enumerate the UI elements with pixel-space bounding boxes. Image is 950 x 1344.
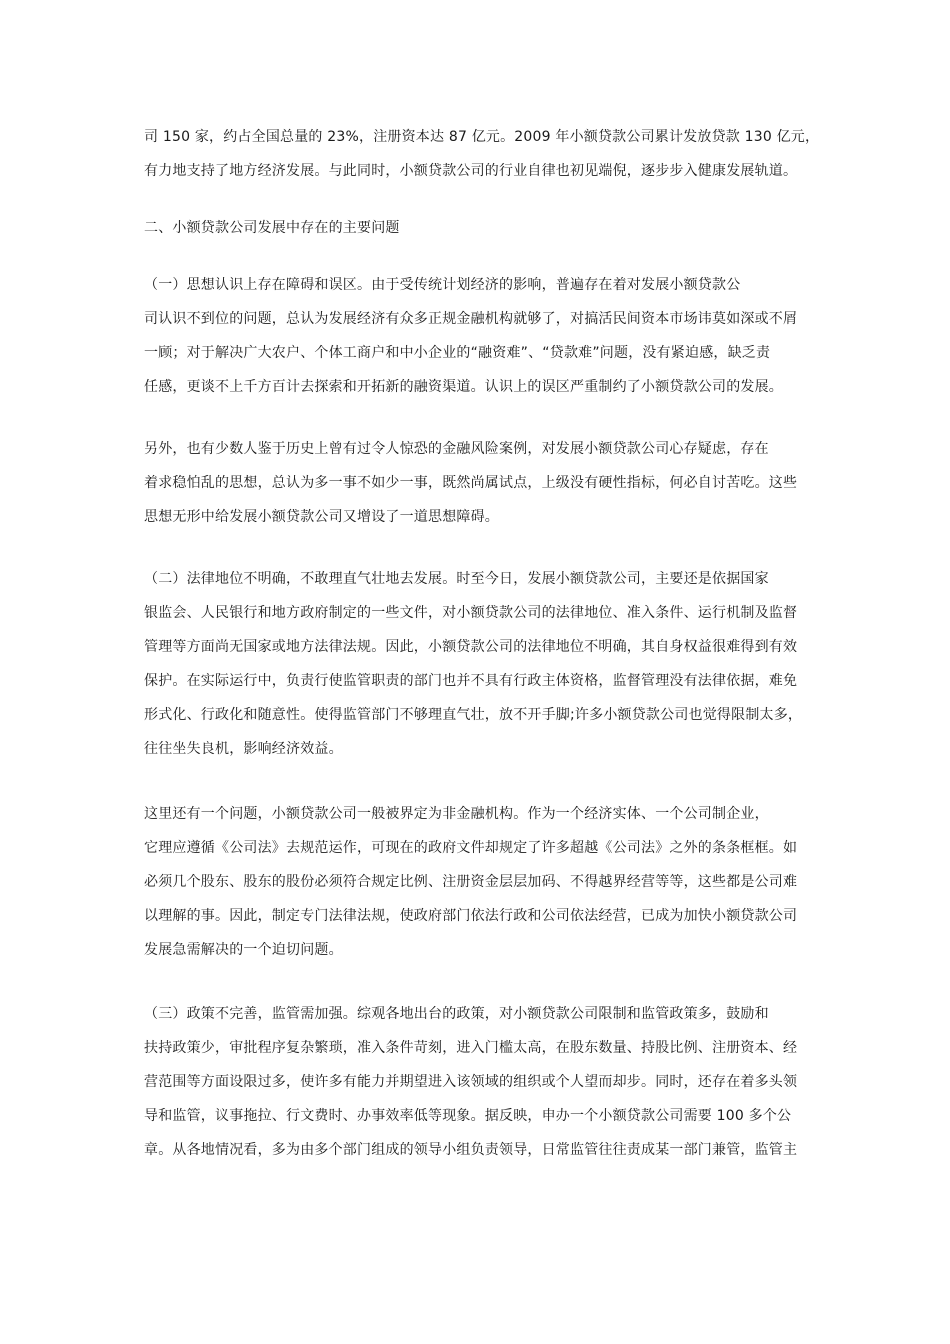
paragraph-1 <box>144 120 820 188</box>
text-line: 有力地支持了地方经济发展。与此同时，小额贷款公司的行业自律也初见端倪，逐步步入健康发展轨道。 <box>144 163 798 179</box>
text-line: 这里还有一个问题，小额贷款公司一般被界定为非金融机构。作为一个经济实体、一个公司制企业， <box>144 806 769 822</box>
text-line: 必须几个股东、股东的股份必须符合规定比例、注册资金层层加码、不得越界经营等等，这些都是公司难 <box>144 874 798 890</box>
text-line: 发展急需解决的一个迫切问题。 <box>144 942 343 958</box>
text-line: 以理解的事。因此，制定专门法律法规，使政府部门依法行政和公司依法经营，已成为加快小额贷款公司 <box>144 908 798 924</box>
text-line: 一顾；对于解决广大农户、个体工商户和中小企业的“融资难”、“贷款难”问题，没有紧迫感，缺乏责 <box>144 345 771 361</box>
text-line: 形式化、行政化和随意性。使得监管部门不够理直气壮，放不开手脚;许多小额贷款公司也觉得限制太多， <box>144 707 803 723</box>
text-line: 任感，更谈不上千方百计去探索和开拓新的融资渠道。认识上的误区严重制约了小额贷款公司的发展。 <box>144 379 783 395</box>
text-line: 营范围等方面设限过多，使许多有能力并期望进入该领域的组织或个人望而却步。同时，还存在着多头领 <box>144 1074 798 1090</box>
text-line: （三）政策不完善，监管需加强。综观各地出台的政策，对小额贷款公司限制和监管政策多，鼓励和 <box>144 1006 769 1022</box>
text-line: 司 150 家，约占全国总量的 23%，注册资本达 87 亿元。2009 年小额贷款公司累计发放贷款 130 亿元， <box>144 129 820 145</box>
paragraph-3 <box>144 268 808 404</box>
paragraph-4 <box>144 432 808 534</box>
text-line: 管理等方面尚无国家或地方法律法规。因此，小额贷款公司的法律地位不明确，其自身权益很难得到有效 <box>144 639 798 655</box>
text-line: 它理应遵循《公司法》去规范运作，可现在的政府文件却规定了许多超越《公司法》之外的条条框框。如 <box>144 840 798 856</box>
paragraph-6 <box>144 797 808 967</box>
text-line: 扶持政策少，审批程序复杂繁琐，准入条件苛刻，进入门槛太高，在股东数量、持股比例、注册资本、经 <box>144 1040 798 1056</box>
text-line: 银监会、人民银行和地方政府制定的一些文件，对小额贷款公司的法律地位、准入条件、运行机制及监督 <box>144 605 798 621</box>
text-line: 导和监管，议事拖拉、行文费时、办事效率低等现象。据反映，申办一个小额贷款公司需要 100 多个公 <box>144 1108 792 1124</box>
text-line: 另外，也有少数人鉴于历史上曾有过令人惊恐的金融风险案例，对发展小额贷款公司心存疑虑，存在 <box>144 441 769 457</box>
text-line: （一）思想认识上存在障碍和误区。由于受传统计划经济的影响，普遍存在着对发展小额贷款公 <box>144 277 741 293</box>
text-line: 着求稳怕乱的思想，总认为多一事不如少一事，既然尚属试点，上级没有硬性指标，何必自讨苦吃。这些 <box>144 475 798 491</box>
text-line: 司认识不到位的问题，总认为发展经济有众多正规金融机构就够了，对搞活民间资本市场讳莫如深或不屑 <box>144 311 798 327</box>
paragraph-7 <box>144 997 808 1167</box>
text-line: 思想无形中给发展小额贷款公司又增设了一道思想障碍。 <box>144 509 499 525</box>
text-line: （二）法律地位不明确，不敢理直气壮地去发展。时至今日，发展小额贷款公司，主要还是依据国家 <box>144 571 769 587</box>
paragraph-5 <box>144 562 808 766</box>
text-line: 保护。在实际运行中，负责行使监管职责的部门也并不具有行政主体资格，监督管理没有法律依据，难免 <box>144 673 798 689</box>
heading-text: 二、小额贷款公司发展中存在的主要问题 <box>144 220 400 236</box>
text-line: 往往坐失良机，影响经济效益。 <box>144 741 343 757</box>
section-heading <box>144 211 808 245</box>
text-line: 章。从各地情况看，多为由多个部门组成的领导小组负责领导，日常监管往往责成某一部门兼管，监管主 <box>144 1142 798 1158</box>
